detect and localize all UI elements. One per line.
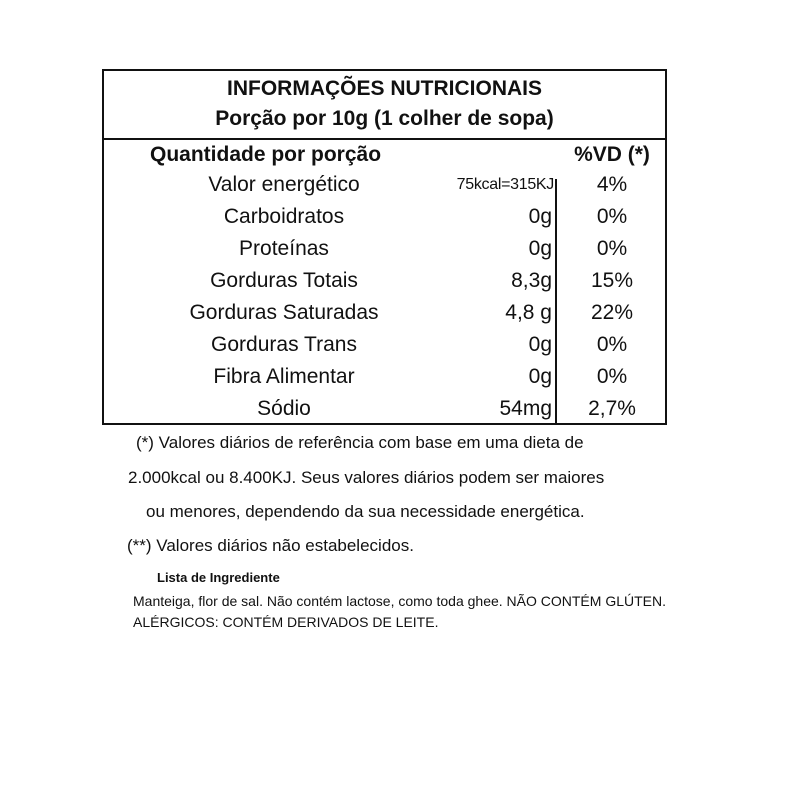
nutrient-name: Gorduras Trans xyxy=(211,333,357,356)
table-row xyxy=(104,265,665,297)
nutrient-vd: 15% xyxy=(590,269,634,292)
nutrition-facts-table xyxy=(102,69,667,425)
nutrient-quantity: 0g xyxy=(528,365,552,388)
nutrient-name: Gorduras Saturadas xyxy=(189,301,379,324)
table-row xyxy=(104,233,665,265)
table-row xyxy=(104,393,665,425)
table-header-row xyxy=(104,139,665,173)
nutrient-vd: 0% xyxy=(596,237,628,260)
nutrient-quantity: 0g xyxy=(528,237,552,260)
table-title-area xyxy=(104,71,665,140)
nutrient-quantity: 4,8 g xyxy=(505,301,552,324)
nutrient-quantity: 54mg xyxy=(499,397,552,420)
nutrient-quantity: 8,3g xyxy=(511,269,552,292)
serving-size: Porção por 10g (1 colher de sopa) xyxy=(215,107,554,130)
footnote-line: (**) Valores diários não estabelecidos. xyxy=(127,536,414,555)
nutrient-vd: 0% xyxy=(596,365,628,388)
nutrient-name: Gorduras Totais xyxy=(210,269,358,292)
table-title: INFORMAÇÕES NUTRICIONAIS xyxy=(227,77,542,100)
nutrient-quantity: 75kcal=315KJ xyxy=(456,176,554,193)
footnote-line: (*) Valores diários de referência com base em uma dieta de xyxy=(136,433,584,452)
nutrient-name: Valor energético xyxy=(208,173,360,196)
header-quantity: Quantidade por porção xyxy=(150,143,382,166)
nutrient-name: Fibra Alimentar xyxy=(213,365,355,388)
nutrient-name: Proteínas xyxy=(239,237,329,260)
nutrient-name: Sódio xyxy=(257,397,311,420)
nutrient-quantity: 0g xyxy=(528,205,552,228)
table-row xyxy=(104,169,665,201)
nutrient-vd: 2,7% xyxy=(588,397,636,420)
header-vd: %VD (*) xyxy=(574,143,650,166)
nutrient-vd: 22% xyxy=(590,301,634,324)
allergens-line: ALÉRGICOS: CONTÉM DERIVADOS DE LEITE. xyxy=(133,614,439,630)
footnote-line: ou menores, dependendo da sua necessidade energética. xyxy=(146,502,585,521)
nutrient-quantity: 0g xyxy=(528,333,552,356)
table-row xyxy=(104,361,665,393)
table-row xyxy=(104,297,665,329)
ingredients-line: Manteiga, flor de sal. Não contém lactose, como toda ghee. NÃO CONTÉM GLÚTEN. xyxy=(133,593,666,609)
nutrient-name: Carboidratos xyxy=(223,205,345,228)
footnote-line: 2.000kcal ou 8.400KJ. Seus valores diários podem ser maiores xyxy=(128,468,605,487)
nutrient-vd: 0% xyxy=(596,205,628,228)
nutrient-vd: 4% xyxy=(596,173,628,196)
table-row xyxy=(104,201,665,233)
table-row xyxy=(104,329,665,361)
nutrient-vd: 0% xyxy=(596,333,628,356)
ingredients-title: Lista de Ingrediente xyxy=(157,570,280,585)
